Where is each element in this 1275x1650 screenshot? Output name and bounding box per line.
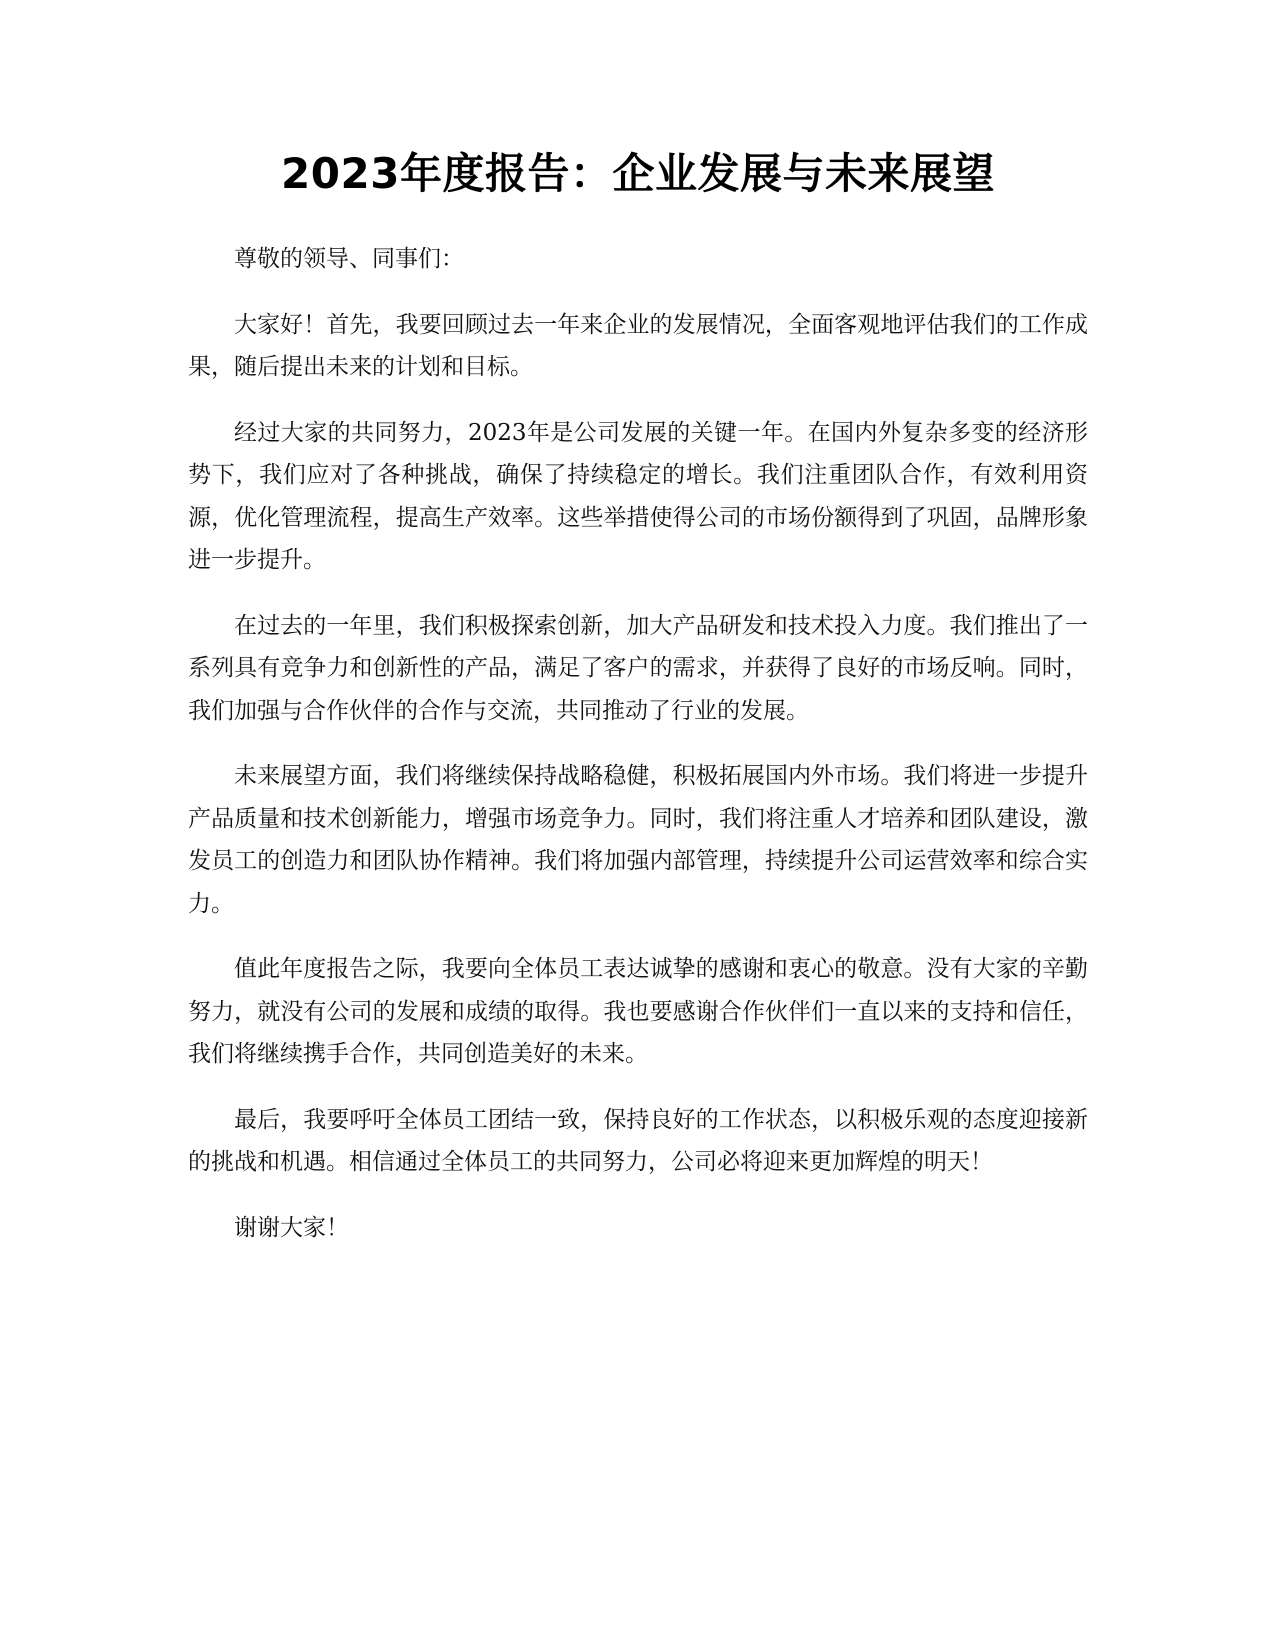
thanks-paragraph: 值此年度报告之际，我要向全体员工表达诚挚的感谢和衷心的敬意。没有大家的辛勤努力，就没有公司的发展和成绩的取得。我也要感谢合作伙伴们一直以来的支持和信任，我们将继续携手合作，共同创造美好的未来。 bbox=[188, 956, 1088, 1067]
outlook-paragraph: 未来展望方面，我们将继续保持战略稳健，积极拓展国内外市场。我们将进一步提升产品质量和技术创新能力，增强市场竞争力。同时，我们将注重人才培养和团队建设，激发员工的创造力和团队协作精神。我们将加强内部管理，持续提升公司运营效率和综合实力。 bbox=[188, 763, 1088, 917]
achievements-paragraph: 经过大家的共同努力，2023年是公司发展的关键一年。在国内外复杂多变的经济形势下，我们应对了各种挑战，确保了持续稳定的增长。我们注重团队合作，有效利用资源，优化管理流程，提高生产效率。这些举措使得公司的市场份额得到了巩固，品牌形象进一步提升。 bbox=[188, 419, 1088, 573]
intro-paragraph: 大家好！首先，我要回顾过去一年来企业的发展情况，全面客观地评估我们的工作成果，随后提出未来的计划和目标。 bbox=[188, 311, 1088, 380]
document-body bbox=[188, 238, 1088, 1249]
document-title: 2023年度报告：企业发展与未来展望 bbox=[281, 149, 995, 198]
signoff-paragraph: 谢谢大家！ bbox=[234, 1214, 349, 1241]
salutation-paragraph: 尊敬的领导、同事们： bbox=[234, 246, 464, 272]
innovation-paragraph: 在过去的一年里，我们积极探索创新，加大产品研发和技术投入力度。我们推出了一系列具有竞争力和创新性的产品，满足了客户的需求，并获得了良好的市场反响。同时，我们加强与合作伙伴的合作与交流，共同推动了行业的发展。 bbox=[188, 612, 1088, 724]
closing-paragraph: 最后，我要呼吁全体员工团结一致，保持良好的工作状态，以积极乐观的态度迎接新的挑战和机遇。相信通过全体员工的共同努力，公司必将迎来更加辉煌的明天！ bbox=[188, 1106, 1088, 1175]
